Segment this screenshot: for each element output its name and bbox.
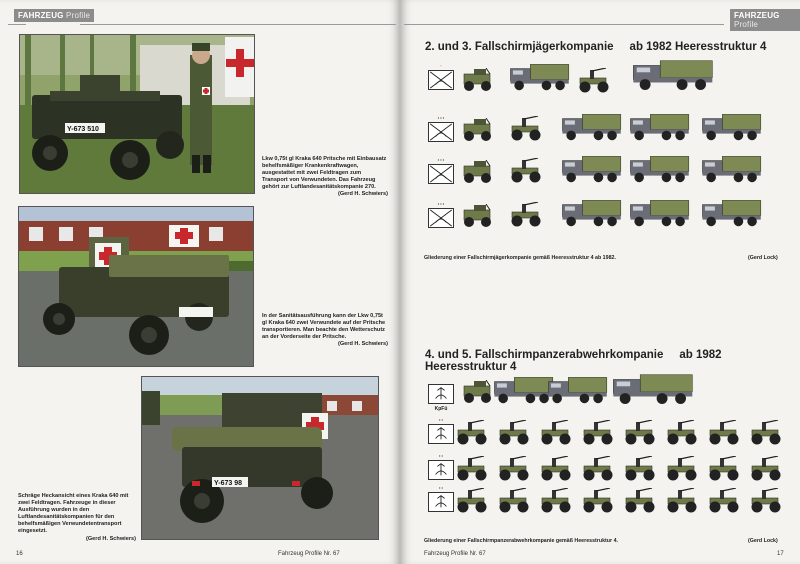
footer-title-left: Fahrzeug Profile Nr. 67 — [278, 551, 340, 557]
caption-photo-2 — [262, 313, 388, 348]
kraka-weapon-carrier-icon — [508, 202, 544, 228]
truck-icon — [628, 112, 690, 142]
vehicle-truck-large — [630, 58, 714, 92]
vehicle-truck — [628, 154, 690, 184]
antitank-symbol-icon — [429, 425, 453, 443]
caption-photo-2-text: In der Sanitätsausführung kann der Lkw 0,75t gl Kraka 640 zwei Verwundete auf der Pritsche transportieren. Man beachte den Wetterschutz an der Vorderseite der Pritsche. — [262, 313, 386, 341]
kraka-weapon-carrier-icon — [664, 456, 700, 482]
truck-icon — [546, 375, 608, 405]
vehicle-truck — [700, 154, 762, 184]
photo-kraka-medic — [19, 34, 255, 194]
vehicle-truck — [560, 112, 622, 142]
vehicle-jeep — [460, 160, 496, 184]
unit-symbol — [428, 70, 454, 90]
vehicle-kraka-antitank — [622, 488, 658, 514]
kraka-weapon-carrier-icon — [496, 420, 532, 446]
caption-photo-3-text: Schräge Heckansicht eines Kraka 640 mit zwei Feldtragen. Fahrzeuge in dieser Ausführung wurden in den Luftlandesanitätskompanien für den behelfsmäßigen Verwundetentransport eingesetzt. — [18, 493, 129, 535]
kraka-weapon-carrier-icon — [748, 420, 784, 446]
footer-page-number-left: 16 — [16, 551, 23, 557]
vehicle-kraka-antitank — [538, 456, 574, 482]
kraka-weapon-carrier-icon — [538, 420, 574, 446]
antitank-symbol-icon — [429, 461, 453, 479]
paratrooper-symbol-icon — [429, 165, 453, 183]
kraka-weapon-carrier-icon — [664, 420, 700, 446]
paratrooper-symbol-icon — [429, 209, 453, 227]
rank-stars-icon: • • — [439, 485, 443, 490]
jeep-icon — [460, 380, 496, 404]
kraka-weapon-carrier-icon — [622, 488, 658, 514]
vehicle-kraka-antitank — [664, 420, 700, 446]
rank-stars-icon: • • • — [437, 115, 445, 120]
vehicle-kraka-antitank — [538, 488, 574, 514]
vehicle-kraka-antitank — [706, 420, 742, 446]
jeep-icon — [460, 160, 496, 184]
unit-symbol — [428, 164, 454, 184]
kraka-weapon-carrier-icon — [664, 488, 700, 514]
unit-symbol — [428, 460, 454, 480]
section-1-title — [425, 41, 766, 53]
vehicle-truck — [700, 112, 762, 142]
kraka-weapon-carrier-icon — [706, 488, 742, 514]
rank-stars-icon: • • • — [437, 157, 445, 162]
vehicle-kraka-antitank — [454, 488, 490, 514]
vehicle-kraka-antitank — [664, 456, 700, 482]
unit-symbol-label: KpFü — [434, 406, 448, 412]
kraka-weapon-carrier-icon — [538, 456, 574, 482]
truck-icon — [628, 154, 690, 184]
truck-icon — [508, 62, 570, 92]
vehicle-kraka-antitank — [496, 488, 532, 514]
antitank-symbol-icon — [429, 493, 453, 511]
paratrooper-symbol-icon — [429, 71, 453, 89]
caption-photo-1 — [262, 156, 388, 199]
vehicle-kraka-antitank — [454, 420, 490, 446]
paratrooper-symbol-icon — [429, 123, 453, 141]
photo-kraka-rear — [141, 376, 379, 540]
right-page — [400, 0, 800, 564]
truck-icon — [700, 198, 762, 228]
vehicle-truck — [700, 198, 762, 228]
rank-stars-icon: • • • — [437, 201, 445, 206]
photo-kraka-stretchers-image — [19, 207, 254, 367]
kraka-weapon-carrier-icon — [496, 456, 532, 482]
vehicle-kraka-antitank — [706, 488, 742, 514]
photo-kraka-rear-image — [142, 377, 379, 540]
vehicle-jeep — [460, 204, 496, 228]
vehicle-truck — [628, 198, 690, 228]
unit-symbol — [428, 424, 454, 444]
vehicle-kraka-antitank — [706, 456, 742, 482]
section-2-title-b: ab 1982 Heeresstruktur 4 — [425, 349, 722, 373]
vehicle-kraka-antitank — [748, 456, 784, 482]
kraka-weapon-carrier-icon — [622, 456, 658, 482]
caption-photo-3 — [18, 493, 136, 543]
vehicle-kraka — [508, 158, 544, 184]
vehicle-kraka — [508, 202, 544, 228]
photo-kraka-medic-image — [20, 35, 255, 194]
truck-icon — [492, 375, 554, 405]
vehicle-jeep — [460, 68, 496, 92]
vehicle-kraka-antitank — [538, 420, 574, 446]
truck-icon — [700, 112, 762, 142]
truck-icon — [700, 154, 762, 184]
unit-symbol — [428, 208, 454, 228]
header-tag — [14, 9, 94, 22]
rank-stars-icon: · — [440, 63, 442, 68]
kraka-weapon-carrier-icon — [454, 456, 490, 482]
vehicle-truck — [492, 375, 554, 405]
footer-page-number-right: 17 — [777, 551, 784, 557]
kraka-weapon-carrier-icon — [454, 488, 490, 514]
unit-symbol — [428, 122, 454, 142]
vehicle-kraka-antitank — [454, 456, 490, 482]
kraka-weapon-carrier-icon — [580, 456, 616, 482]
vehicle-kraka-antitank — [622, 420, 658, 446]
kraka-weapon-carrier-icon — [580, 420, 616, 446]
photo-kraka-stretchers — [18, 206, 254, 367]
header-rule — [80, 24, 396, 25]
antitank-symbol-icon — [429, 385, 453, 403]
kraka-weapon-carrier-icon — [706, 420, 742, 446]
caption-photo-3-credit: (Gerd H. Schwiers) — [85, 535, 136, 542]
caption-photo-1-text: Lkw 0,75t gl Kraka 640 Pritsche mit Einbausatz behelfsmäßiger Krankenkraftwagen, ausgestattet mit zwei Feldtragen zum Transport von Verwundeten. Das Fahrzeug gehört zur Luftlandesanitätskompanie 270. — [262, 156, 387, 191]
truck-icon — [560, 112, 622, 142]
kraka-weapon-carrier-icon — [508, 116, 544, 142]
kraka-weapon-carrier-icon — [580, 488, 616, 514]
header-rule — [8, 24, 26, 25]
section-1-caption: Gliederung einer Fallschirmjägerkompanie gemäß Heeresstruktur 4 ab 1982. — [424, 255, 616, 261]
vehicle-truck — [628, 112, 690, 142]
kraka-weapon-carrier-icon — [454, 420, 490, 446]
section-2-title — [425, 349, 800, 373]
vehicle-kraka-antitank — [580, 420, 616, 446]
unit-symbol — [428, 384, 454, 404]
vehicle-truck — [508, 62, 570, 92]
footer-title-right: Fahrzeug Profile Nr. 67 — [424, 551, 486, 557]
kraka-weapon-carrier-icon — [748, 456, 784, 482]
header-tag — [730, 9, 800, 31]
vehicle-truck — [560, 154, 622, 184]
truck-icon — [560, 198, 622, 228]
truck-icon — [560, 154, 622, 184]
plate-1: Y-673 510 — [67, 126, 99, 133]
jeep-icon — [460, 118, 496, 142]
section-2-title-a: 4. und 5. Fallschirmpanzerabwehrkompanie — [425, 349, 664, 361]
vehicle-kraka-antitank — [622, 456, 658, 482]
vehicle-kraka-antitank — [580, 456, 616, 482]
vehicle-kraka-antitank — [496, 420, 532, 446]
rank-stars-icon: • • — [439, 417, 443, 422]
kraka-weapon-carrier-icon — [576, 68, 612, 94]
vehicle-jeep — [460, 380, 496, 404]
section-2-credit: (Gerd Lock) — [748, 538, 778, 544]
kraka-weapon-carrier-icon — [706, 456, 742, 482]
vehicle-kraka-antitank — [748, 488, 784, 514]
kraka-weapon-carrier-icon — [496, 488, 532, 514]
header-rule — [404, 24, 724, 25]
header-tag-sub: Profile — [66, 11, 91, 20]
caption-photo-2-credit: (Gerd H. Schwiers) — [337, 341, 388, 348]
truck-icon — [628, 198, 690, 228]
vehicle-kraka-antitank — [664, 488, 700, 514]
vehicle-kraka-antitank — [496, 456, 532, 482]
caption-photo-1-credit: (Gerd H. Schwiers) — [337, 191, 388, 198]
section-1-title-b: ab 1982 Heeresstruktur 4 — [629, 41, 767, 53]
vehicle-jeep — [460, 118, 496, 142]
truck-icon — [610, 372, 694, 406]
kraka-weapon-carrier-icon — [622, 420, 658, 446]
truck-icon — [630, 58, 714, 92]
vehicle-kraka-antitank — [748, 420, 784, 446]
unit-symbol — [428, 492, 454, 512]
rank-stars-icon: • • — [439, 453, 443, 458]
vehicle-truck-large — [610, 372, 694, 406]
vehicle-truck — [546, 375, 608, 405]
jeep-icon — [460, 204, 496, 228]
vehicle-kraka-antitank — [580, 488, 616, 514]
header-tag-main: FAHRZEUG — [18, 11, 64, 20]
vehicle-kraka — [576, 68, 612, 94]
section-1-credit: (Gerd Lock) — [748, 255, 778, 261]
plate-2: Y-673 98 — [214, 480, 243, 487]
jeep-icon — [460, 68, 496, 92]
vehicle-truck — [560, 198, 622, 228]
kraka-weapon-carrier-icon — [508, 158, 544, 184]
header-tag-sub: Profile — [734, 20, 759, 29]
kraka-weapon-carrier-icon — [538, 488, 574, 514]
section-1-title-a: 2. und 3. Fallschirmjägerkompanie — [425, 41, 614, 53]
section-2-caption: Gliederung einer Fallschirmpanzerabwehrkompanie gemäß Heeresstruktur 4. — [424, 538, 618, 544]
kraka-weapon-carrier-icon — [748, 488, 784, 514]
vehicle-kraka — [508, 116, 544, 142]
header-tag-main: FAHRZEUG — [734, 11, 780, 20]
